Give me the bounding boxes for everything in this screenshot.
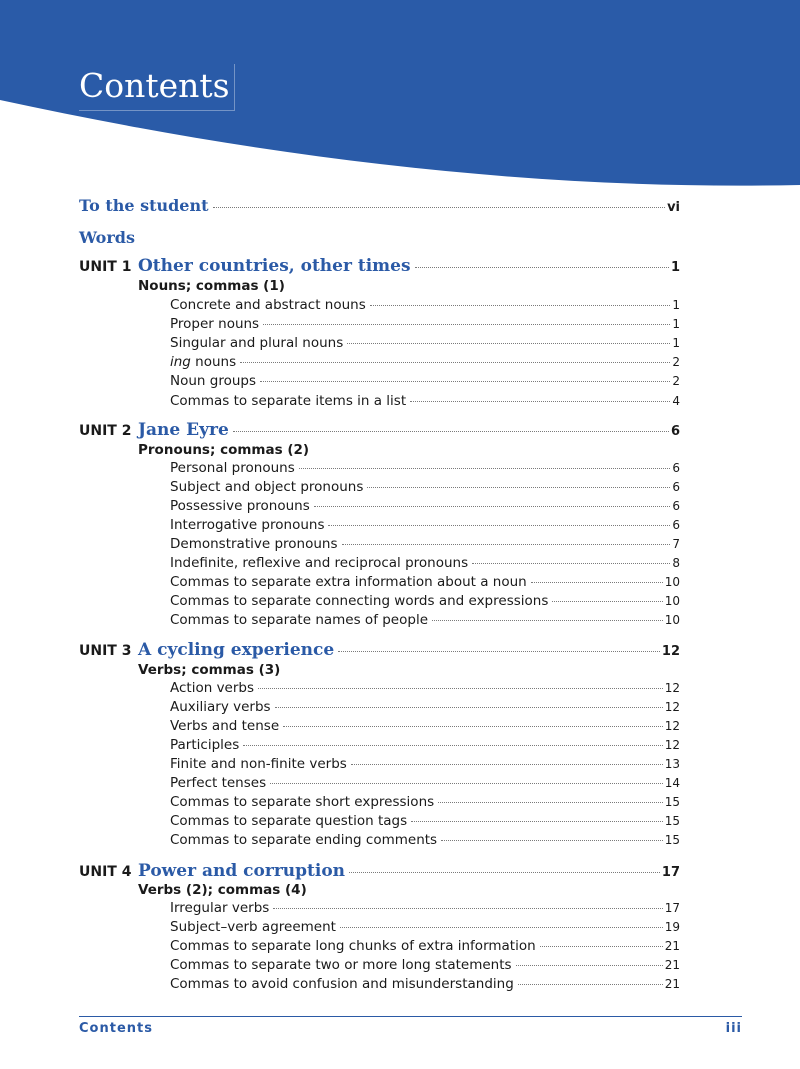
page-number: 4 bbox=[672, 394, 680, 408]
page-number: 13 bbox=[664, 757, 680, 771]
unit-label: UNIT 1 bbox=[79, 259, 132, 275]
page-number: 15 bbox=[664, 833, 680, 847]
toc-item-label: Demonstrative pronouns bbox=[170, 536, 338, 552]
toc-item[interactable] bbox=[170, 517, 680, 536]
page-number: 12 bbox=[664, 681, 680, 695]
page-number: 14 bbox=[664, 776, 680, 790]
toc-item[interactable] bbox=[170, 373, 680, 392]
dot-leader bbox=[270, 783, 663, 784]
page-number: 17 bbox=[664, 901, 680, 915]
toc-item[interactable] bbox=[170, 593, 680, 612]
unit-label: UNIT 2 bbox=[79, 423, 132, 439]
toc-item-label: Commas to separate long chunks of extra information bbox=[170, 938, 536, 954]
toc-item[interactable] bbox=[170, 938, 680, 957]
toc-item-label: Commas to separate short expressions bbox=[170, 794, 435, 810]
dot-leader bbox=[275, 707, 663, 708]
toc-item[interactable] bbox=[170, 699, 680, 718]
toc-item-label: Irregular verbs bbox=[170, 900, 270, 916]
dot-leader bbox=[540, 946, 663, 947]
toc-item[interactable] bbox=[170, 555, 680, 574]
toc-item-label: Interrogative pronouns bbox=[170, 517, 325, 533]
toc-item-label: Personal pronouns bbox=[170, 460, 295, 476]
toc-item[interactable] bbox=[170, 900, 680, 919]
page-number: 19 bbox=[664, 920, 680, 934]
footer-section-name: Contents bbox=[79, 1021, 153, 1036]
dot-leader bbox=[411, 821, 663, 822]
page-number: 12 bbox=[664, 700, 680, 714]
unit-3-topic: Verbs; commas (3) bbox=[138, 662, 281, 678]
dot-leader bbox=[260, 381, 670, 382]
page-number: 10 bbox=[664, 613, 680, 627]
toc-item[interactable] bbox=[170, 832, 680, 851]
toc-item[interactable] bbox=[170, 794, 680, 813]
dot-leader bbox=[432, 620, 663, 621]
page-number: 15 bbox=[664, 814, 680, 828]
unit-title: Other countries, other times bbox=[138, 256, 411, 276]
toc-item-label: Singular and plural nouns bbox=[170, 335, 344, 351]
toc-item[interactable] bbox=[170, 718, 680, 737]
dot-leader bbox=[552, 601, 662, 602]
toc-item-label: Action verbs bbox=[170, 680, 255, 696]
page-number: 6 bbox=[672, 480, 680, 494]
unit-4-topic: Verbs (2); commas (4) bbox=[138, 882, 307, 898]
page-number: 15 bbox=[664, 795, 680, 809]
page-number: 21 bbox=[664, 977, 680, 991]
page-number: 10 bbox=[664, 594, 680, 608]
toc-item-label: Subject and object pronouns bbox=[170, 479, 364, 495]
toc-item[interactable] bbox=[170, 813, 680, 832]
page-number: 17 bbox=[661, 865, 680, 880]
page-number: 6 bbox=[670, 424, 680, 439]
dot-leader bbox=[518, 984, 663, 985]
toc-item[interactable] bbox=[170, 919, 680, 938]
page-number: 6 bbox=[672, 499, 680, 513]
words-heading: Words bbox=[79, 228, 135, 247]
toc-item[interactable] bbox=[170, 479, 680, 498]
toc-item[interactable] bbox=[170, 957, 680, 976]
dot-leader bbox=[299, 468, 670, 469]
dot-leader bbox=[370, 305, 670, 306]
page-number: vi bbox=[667, 200, 680, 215]
page-number: 1 bbox=[672, 317, 680, 331]
toc-item[interactable] bbox=[170, 574, 680, 593]
unit-1-topic: Nouns; commas (1) bbox=[138, 278, 285, 294]
toc-item-label: Indefinite, reflexive and reciprocal pronouns bbox=[170, 555, 469, 571]
unit-label: UNIT 4 bbox=[79, 864, 132, 880]
toc-item-label: Commas to separate ending comments bbox=[170, 832, 438, 848]
page-number: 12 bbox=[664, 719, 680, 733]
toc-item[interactable] bbox=[170, 976, 680, 995]
toc-item[interactable] bbox=[170, 756, 680, 775]
toc-item-label: Subject–verb agreement bbox=[170, 919, 336, 935]
toc-item-label: Commas to separate two or more long statements bbox=[170, 957, 512, 973]
toc-item[interactable] bbox=[170, 536, 680, 555]
page-number: 2 bbox=[672, 355, 680, 369]
toc-item-label: Commas to separate question tags bbox=[170, 813, 408, 829]
toc-item-label: Commas to separate items in a list bbox=[170, 393, 407, 409]
dot-leader bbox=[351, 764, 663, 765]
dot-leader bbox=[516, 965, 663, 966]
unit-title: Power and corruption bbox=[138, 861, 346, 881]
dot-leader bbox=[415, 267, 669, 268]
dot-leader bbox=[258, 688, 663, 689]
page-number: 12 bbox=[664, 738, 680, 752]
dot-leader bbox=[531, 582, 663, 583]
page-number: 8 bbox=[672, 556, 680, 570]
dot-leader bbox=[240, 362, 670, 363]
toc-item[interactable] bbox=[170, 316, 680, 335]
page-number: 1 bbox=[670, 260, 680, 275]
dot-leader bbox=[243, 745, 662, 746]
toc-entry-to-the-student[interactable] bbox=[79, 196, 680, 220]
page-number: 21 bbox=[664, 958, 680, 972]
page-number: 1 bbox=[672, 336, 680, 350]
page-number: 6 bbox=[672, 518, 680, 532]
toc-item[interactable] bbox=[170, 775, 680, 794]
dot-leader bbox=[263, 324, 670, 325]
dot-leader bbox=[441, 840, 663, 841]
unit-2-entry[interactable] bbox=[79, 420, 680, 444]
toc-item-label: Possessive pronouns bbox=[170, 498, 310, 514]
dot-leader bbox=[340, 927, 663, 928]
toc-item[interactable] bbox=[170, 354, 680, 373]
dot-leader bbox=[367, 487, 670, 488]
toc-item-label: Participles bbox=[170, 737, 240, 753]
dot-leader bbox=[472, 563, 670, 564]
toc-item[interactable] bbox=[170, 737, 680, 756]
toc-item-label: Perfect tenses bbox=[170, 775, 267, 791]
dot-leader bbox=[349, 872, 660, 873]
page-number: 2 bbox=[672, 374, 680, 388]
page-number: 10 bbox=[664, 575, 680, 589]
dot-leader bbox=[347, 343, 670, 344]
page-number: 7 bbox=[672, 537, 680, 551]
toc-item-label: Proper nouns bbox=[170, 316, 260, 332]
unit-title: Jane Eyre bbox=[138, 420, 229, 440]
toc-item-label: Concrete and abstract nouns bbox=[170, 297, 366, 313]
page-title: Contents bbox=[79, 64, 235, 111]
dot-leader bbox=[338, 651, 660, 652]
toc-item-rest: nouns bbox=[190, 354, 237, 370]
dot-leader bbox=[213, 207, 666, 208]
dot-leader bbox=[410, 401, 670, 402]
toc-item[interactable] bbox=[170, 680, 680, 699]
unit-label: UNIT 3 bbox=[79, 643, 132, 659]
dot-leader bbox=[273, 908, 662, 909]
page-number: 1 bbox=[672, 298, 680, 312]
toc-item[interactable] bbox=[170, 498, 680, 517]
dot-leader bbox=[342, 544, 671, 545]
toc-item[interactable] bbox=[170, 393, 680, 412]
to-the-student-label: To the student bbox=[79, 196, 209, 215]
toc-item-italic: ing bbox=[170, 354, 191, 370]
toc-item-label: Noun groups bbox=[170, 373, 257, 389]
toc-item[interactable] bbox=[170, 297, 680, 316]
toc-item-label: Verbs and tense bbox=[170, 718, 280, 734]
toc-item-label: Auxiliary verbs bbox=[170, 699, 271, 715]
dot-leader bbox=[438, 802, 663, 803]
toc-item-label: Commas to separate names of people bbox=[170, 612, 428, 628]
unit-1-entry[interactable] bbox=[79, 256, 680, 280]
dot-leader bbox=[233, 431, 669, 432]
dot-leader bbox=[314, 506, 670, 507]
toc-item-label: Commas to avoid confusion and misunderstanding bbox=[170, 976, 514, 992]
toc-item[interactable] bbox=[170, 612, 680, 631]
footer-rule bbox=[79, 1016, 742, 1017]
unit-3-entry[interactable] bbox=[79, 640, 680, 664]
page-number: 12 bbox=[661, 644, 680, 659]
page-number: 21 bbox=[664, 939, 680, 953]
dot-leader bbox=[328, 525, 670, 526]
page-number: 6 bbox=[672, 461, 680, 475]
toc-item[interactable] bbox=[170, 335, 680, 354]
toc-item-label: Commas to separate extra information about a noun bbox=[170, 574, 527, 590]
toc-item-label: Finite and non-finite verbs bbox=[170, 756, 347, 772]
unit-title: A cycling experience bbox=[138, 640, 335, 660]
unit-2-topic: Pronouns; commas (2) bbox=[138, 442, 310, 458]
toc-item-label bbox=[170, 354, 236, 370]
footer-page-number: iii bbox=[725, 1021, 742, 1036]
toc-item[interactable] bbox=[170, 460, 680, 479]
dot-leader bbox=[283, 726, 663, 727]
toc-item-label: Commas to separate connecting words and expressions bbox=[170, 593, 549, 609]
